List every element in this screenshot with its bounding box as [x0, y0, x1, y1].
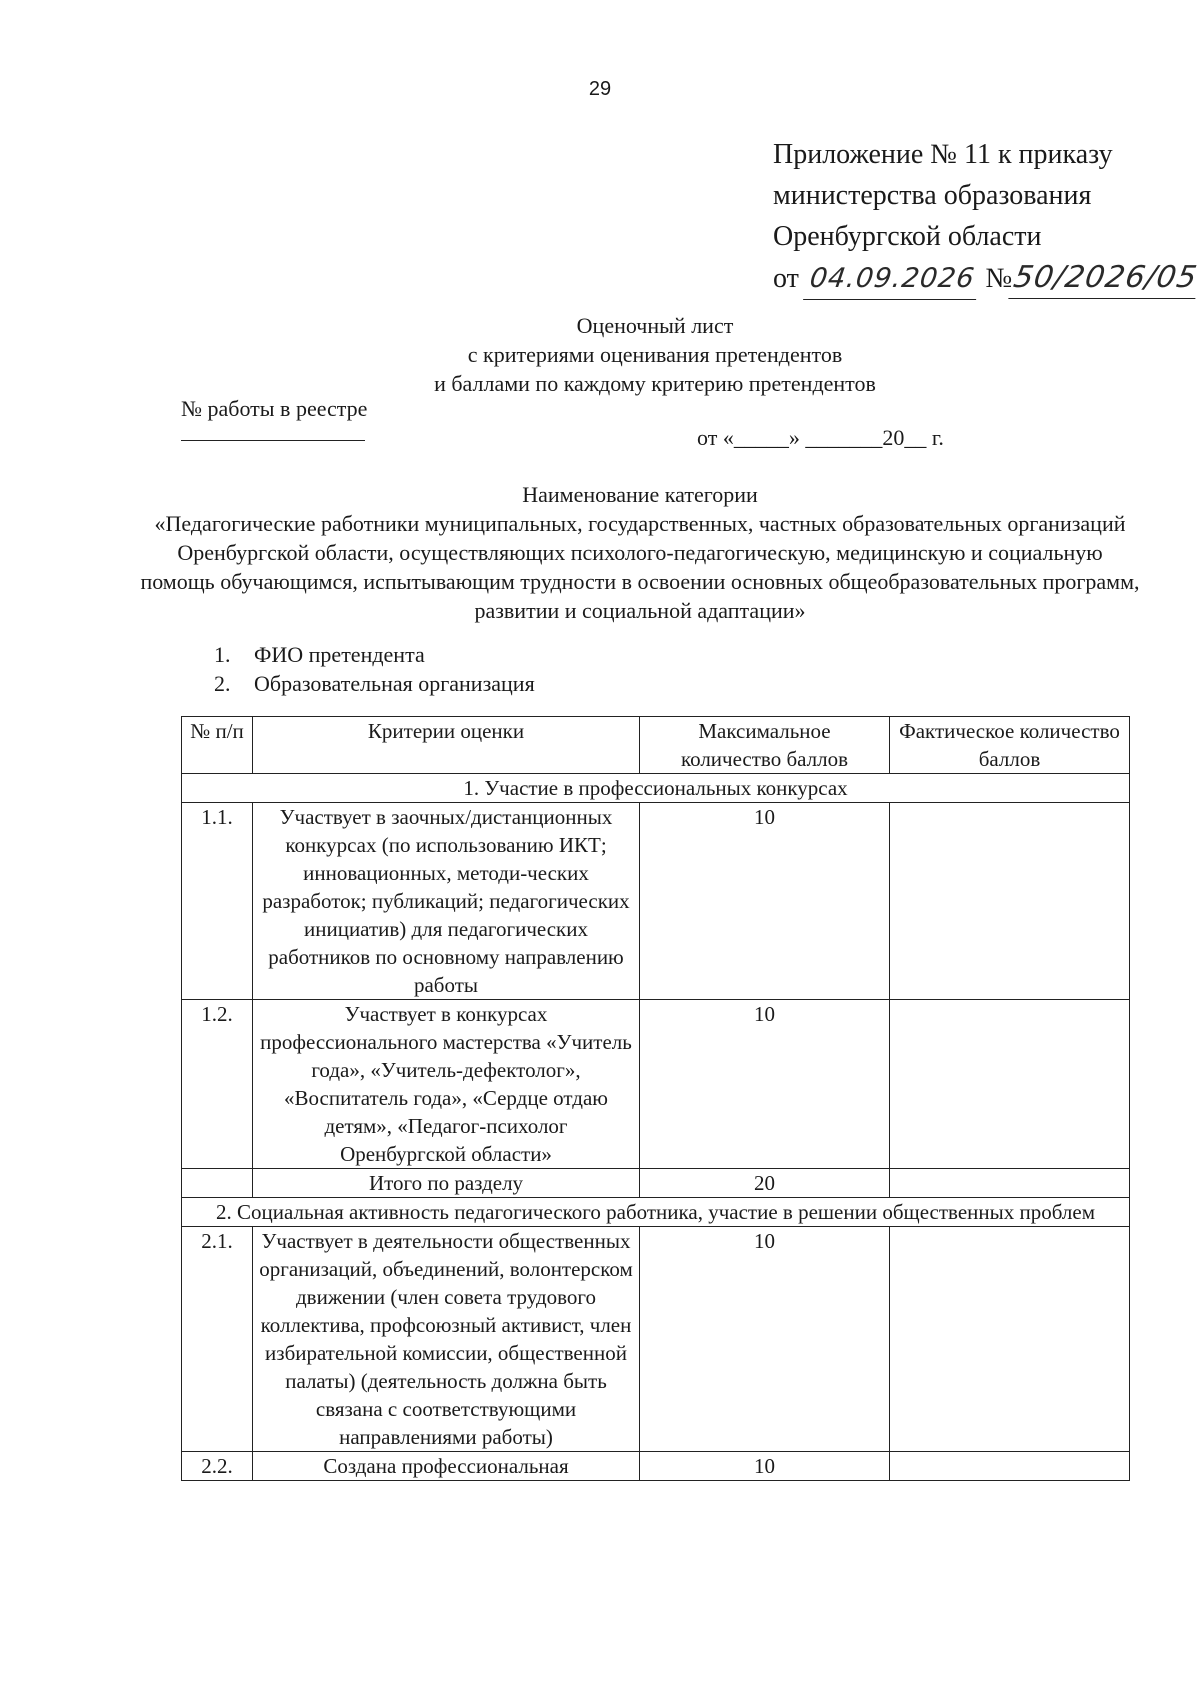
document-title	[0, 311, 1200, 398]
appendix-date-handwritten: 04.09.2026	[803, 258, 981, 300]
field-label-organization: Образовательная организация	[254, 671, 535, 696]
row-criteria: Участвует в деятельности общественных организаций, объединений, волонтерском движении (член совета трудового коллектива, профсоюзный активист, член избирательной комиссии, общественной палаты) (деятельность должна быть связана с соответствующими направлениями работы)	[253, 1227, 640, 1452]
total-label: Итого по разделу	[253, 1169, 640, 1198]
appendix-block	[773, 134, 1200, 300]
row-max: 10	[640, 1000, 890, 1169]
table-row	[182, 803, 1130, 1000]
row-actual[interactable]	[890, 1000, 1130, 1169]
table-row	[182, 1452, 1130, 1481]
row-max: 10	[640, 1452, 890, 1481]
field-number: 1.	[214, 642, 231, 667]
list-item	[214, 669, 535, 698]
appendix-line-1: Приложение № 11 к приказу	[773, 139, 1113, 170]
total-row	[182, 1169, 1130, 1198]
appendix-order-line	[773, 257, 1200, 300]
row-num: 1.1.	[182, 803, 253, 1000]
category-text: «Педагогические работники муниципальных, государственных, частных образовательных организаций Оренбургской области, осуществляющих психолого-педагогическую, медицинскую и социальную помощь обучающимся, испытывающим трудности в освоении основных общеобразовательных программ, развитии и социальной адаптации»	[140, 511, 1140, 623]
row-actual[interactable]	[890, 1452, 1130, 1481]
table-header-row	[182, 717, 1130, 774]
criteria-table	[181, 716, 1130, 1481]
registry-date-template: от «_____» _______20__ г.	[697, 425, 944, 450]
category-heading: Наименование категории	[522, 482, 758, 507]
row-actual[interactable]	[890, 803, 1130, 1000]
table-row	[182, 1000, 1130, 1169]
header-num: № п/п	[182, 717, 253, 774]
title-line-3: и баллами по каждому критерию претендентов	[434, 371, 876, 396]
appendix-from-label: от	[773, 263, 799, 294]
header-criteria: Критерии оценки	[253, 717, 640, 774]
list-item	[214, 640, 535, 669]
row-max: 10	[640, 803, 890, 1000]
total-max: 20	[640, 1169, 890, 1198]
appendix-line-2: министерства образования	[773, 180, 1092, 211]
header-actual: Фактическое количество баллов	[890, 717, 1130, 774]
table-row	[182, 1227, 1130, 1452]
row-num: 2.1.	[182, 1227, 253, 1452]
field-number: 2.	[214, 671, 231, 696]
total-actual[interactable]	[890, 1169, 1130, 1198]
page-number: 29	[588, 78, 612, 100]
section-row	[182, 774, 1130, 803]
applicant-fields	[214, 640, 535, 698]
section-title-2: 2. Социальная активность педагогического работника, участие в решении общественных проблем	[182, 1198, 1130, 1227]
section-title-1: 1. Участие в профессиональных конкурсах	[182, 774, 1130, 803]
field-label-fio: ФИО претендента	[254, 642, 425, 667]
title-line-2: с критериями оценивания претендентов	[467, 342, 843, 367]
row-criteria: Создана профессиональная	[253, 1452, 640, 1481]
row-num: 2.2.	[182, 1452, 253, 1481]
registry-number-blank	[181, 440, 365, 441]
appendix-number-label: №	[985, 263, 1013, 294]
row-criteria: Участвует в заочных/дистанционных конкурсах (по использованию ИКТ; инновационных, методи-ческих разработок; публикаций; педагогических инициатив) для педагогических работников по основному направлению работы	[253, 803, 640, 1000]
row-num: 1.2.	[182, 1000, 253, 1169]
category-block	[140, 480, 1140, 625]
appendix-number-handwritten: 50/2026/05	[1008, 257, 1200, 299]
title-line-1: Оценочный лист	[576, 313, 734, 338]
section-row	[182, 1198, 1130, 1227]
row-actual[interactable]	[890, 1227, 1130, 1452]
row-criteria: Участвует в конкурсах профессионального мастерства «Учитель года», «Учитель-дефектолог», «Воспитатель года», «Сердце отдаю детям», «Педагог-психолог Оренбургской области»	[253, 1000, 640, 1169]
appendix-line-3: Оренбургской области	[773, 221, 1042, 252]
total-num-empty	[182, 1169, 253, 1198]
header-max: Максимальное количество баллов	[640, 717, 890, 774]
registry-label: № работы в реестре	[181, 396, 368, 421]
row-max: 10	[640, 1227, 890, 1452]
